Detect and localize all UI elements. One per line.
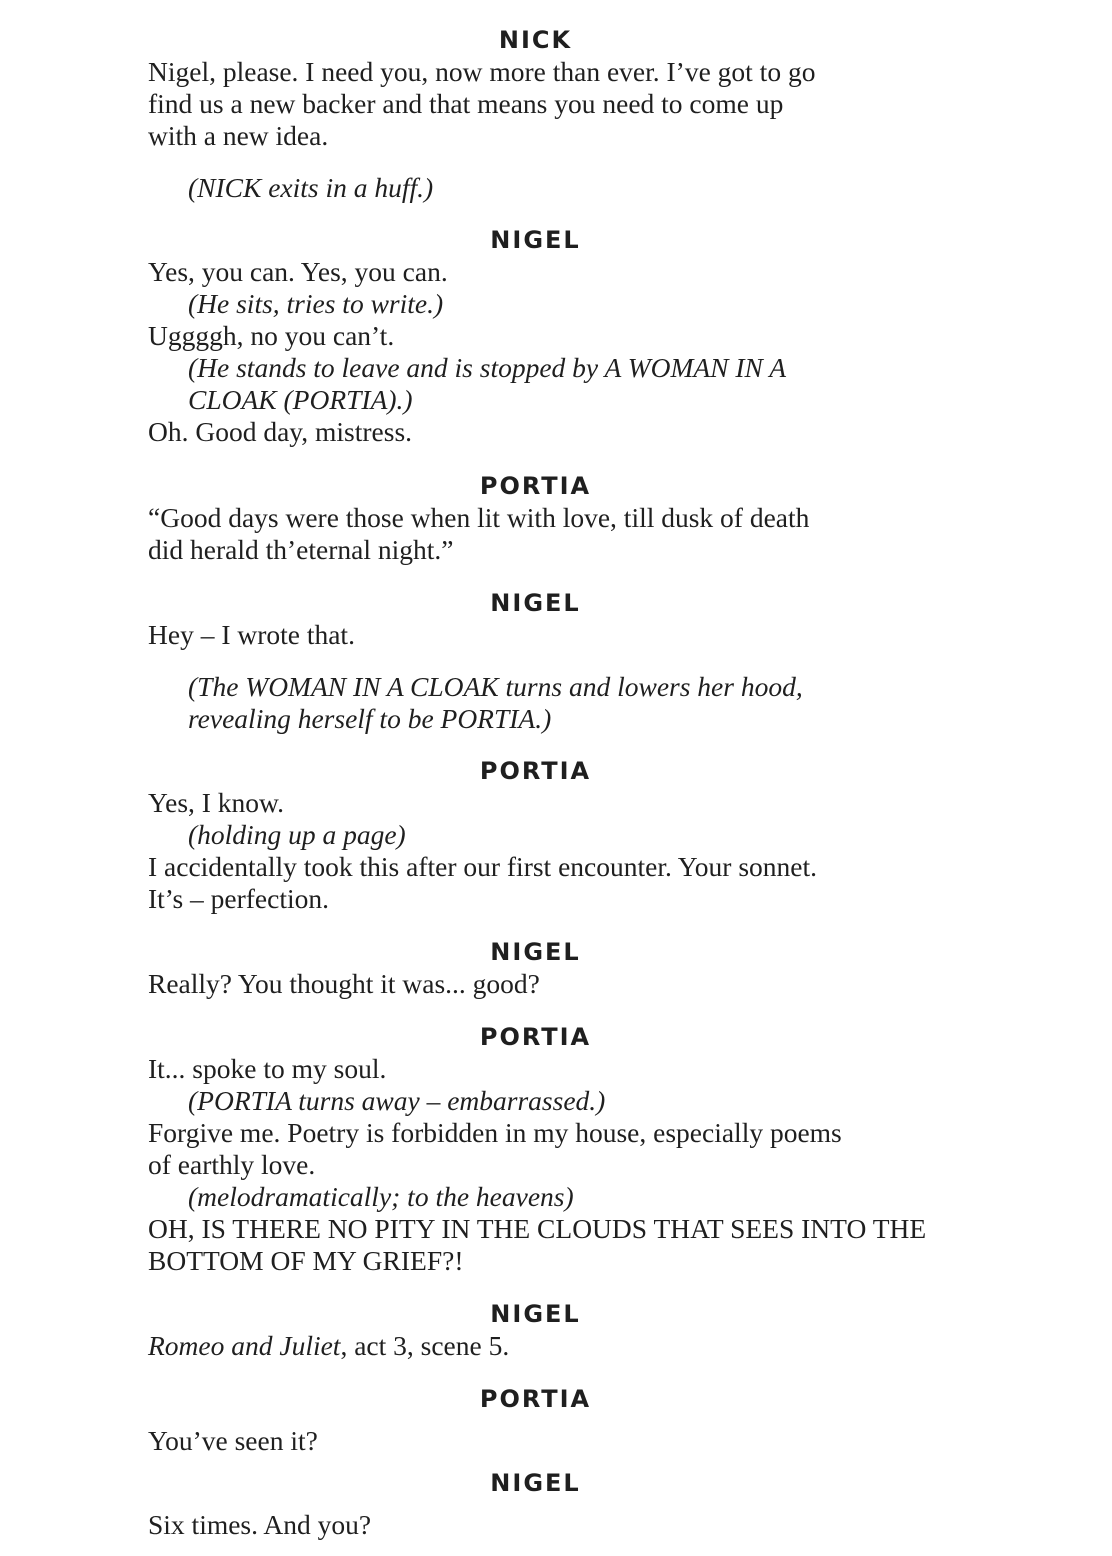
stage-direction: (The WOMAN IN A CLOAK turns and lowers her hood, [188,671,803,702]
dialogue-line: Forgive me. Poetry is forbidden in my house, especially poems [148,1117,842,1148]
dialogue-line: Hey – I wrote that. [148,619,355,650]
dialogue-line: Uggggh, no you can’t. [148,320,395,351]
dialogue-block-portia [148,1021,978,1277]
stage-direction-block [148,671,978,735]
dialogue-line: Yes, you can. Yes, you can. [148,256,448,287]
dialogue-line: Nigel, please. I need you, now more than ever. I’ve got to go [148,56,816,87]
speaker-name: NICK [498,26,573,54]
play-title: Romeo and Juliet [148,1330,341,1361]
dialogue-line: of earthly love. [148,1149,316,1180]
dialogue-line: It’s – perfection. [148,883,329,914]
speaker-name: NIGEL [490,938,581,966]
dialogue-line-rest: , act 3, scene 5. [340,1330,510,1361]
dialogue-block-nigel [148,1467,978,1541]
dialogue-line: Oh. Good day, mistress. [148,416,413,447]
stage-direction: (NICK exits in a huff.) [188,172,434,203]
dialogue-block-portia [148,1383,978,1457]
dialogue-block-nigel [148,224,978,448]
speaker-name: NIGEL [490,589,581,617]
speaker-name: NIGEL [490,226,581,254]
dialogue-line: Yes, I know. [148,787,284,818]
dialogue-block-portia [148,755,978,915]
dialogue-line: Six times. And you? [148,1509,372,1540]
dialogue-line: “Good days were those when lit with love, till dusk of death [148,502,810,533]
dialogue-line: find us a new backer and that means you need to come up [148,88,784,119]
parenthetical: (He stands to leave and is stopped by A WOMAN IN A [188,352,787,383]
dialogue-block-portia [148,470,978,566]
dialogue-block-nigel [148,936,978,1000]
parenthetical: (He sits, tries to write.) [188,288,444,319]
stage-direction-block [148,172,978,204]
dialogue-line [148,1330,978,1362]
dialogue-line: It... spoke to my soul. [148,1053,387,1084]
dialogue-line: with a new idea. [148,120,329,151]
parenthetical: CLOAK (PORTIA).) [188,384,413,415]
dialogue-line: You’ve seen it? [148,1425,318,1456]
speaker-name: PORTIA [479,757,592,785]
parenthetical: (melodramatically; to the heavens) [188,1181,574,1212]
stage-direction: revealing herself to be PORTIA.) [188,703,552,734]
speaker-name: PORTIA [479,1385,592,1413]
speaker-name: NIGEL [490,1469,581,1497]
dialogue-line: BOTTOM OF MY GRIEF?! [148,1245,464,1276]
dialogue-line: Really? You thought it was... good? [148,968,540,999]
parenthetical: (PORTIA turns away – embarrassed.) [188,1085,606,1116]
speaker-name: NIGEL [490,1300,581,1328]
dialogue-line: OH, IS THERE NO PITY IN THE CLOUDS THAT SEES INTO THE [148,1213,927,1244]
dialogue-block-nick [148,24,978,152]
dialogue-block-nigel [148,587,978,651]
speaker-name: PORTIA [479,472,592,500]
dialogue-block-nigel [148,1298,978,1362]
dialogue-line: did herald th’eternal night.” [148,534,454,565]
dialogue-line: I accidentally took this after our first encounter. Your sonnet. [148,851,818,882]
parenthetical: (holding up a page) [188,819,406,850]
speaker-name: PORTIA [479,1023,592,1051]
